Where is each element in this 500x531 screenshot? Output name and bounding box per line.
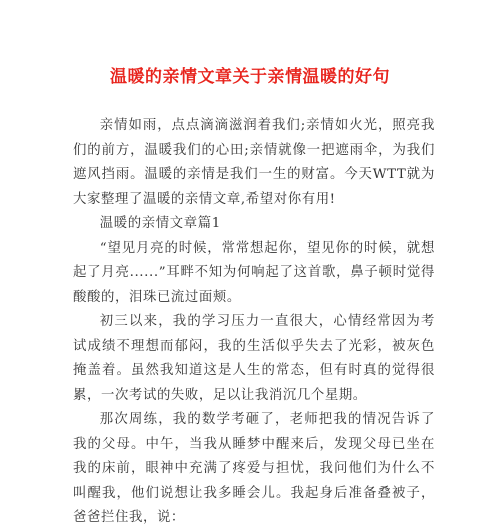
body-paragraph-2: 初三以来，我的学习压力一直很大，心情经常因为考试成绩不理想而郁闷，我的生活似乎失去了光彩，被灰色掩盖着。虽然我知道这是人生的常态，但有时真的觉得很累，一次考试的失败，足以让我消沉几个星期。 [73, 314, 435, 403]
article-body [73, 114, 435, 531]
body-paragraph-1: “望见月亮的时候，常常想起你，望见你的时候，就想起了月亮......”耳畔不知为何响起了这首歌，鼻子顿时觉得酸酸的，泪珠已流过面颊。 [73, 240, 435, 305]
body-paragraph-3: 那次周练，我的数学考砸了，老师把我的情况告诉了我的父母。中午，当我从睡梦中醒来后，发现父母已坐在我的床前，眼神中充满了疼爱与担忧，我问他们为什么不叫醒我，他们说想让我多睡会儿。我起身后准备叠被子，爸爸拦住我，说： [73, 412, 435, 525]
section-heading: 温暖的亲情文章篇1 [99, 216, 221, 231]
intro-paragraph: 亲情如雨，点点滴滴滋润着我们;亲情如火光，照亮我们的前方，温暖我们的心田;亲情就像一把遮雨伞，为我们遮风挡雨。温暖的亲情是我们一生的财富。今天WTT就为大家整理了温暖的亲情文章,希望对你有用! [73, 118, 435, 207]
article-title: 温暖的亲情文章关于亲情温暖的好句 [110, 67, 390, 87]
